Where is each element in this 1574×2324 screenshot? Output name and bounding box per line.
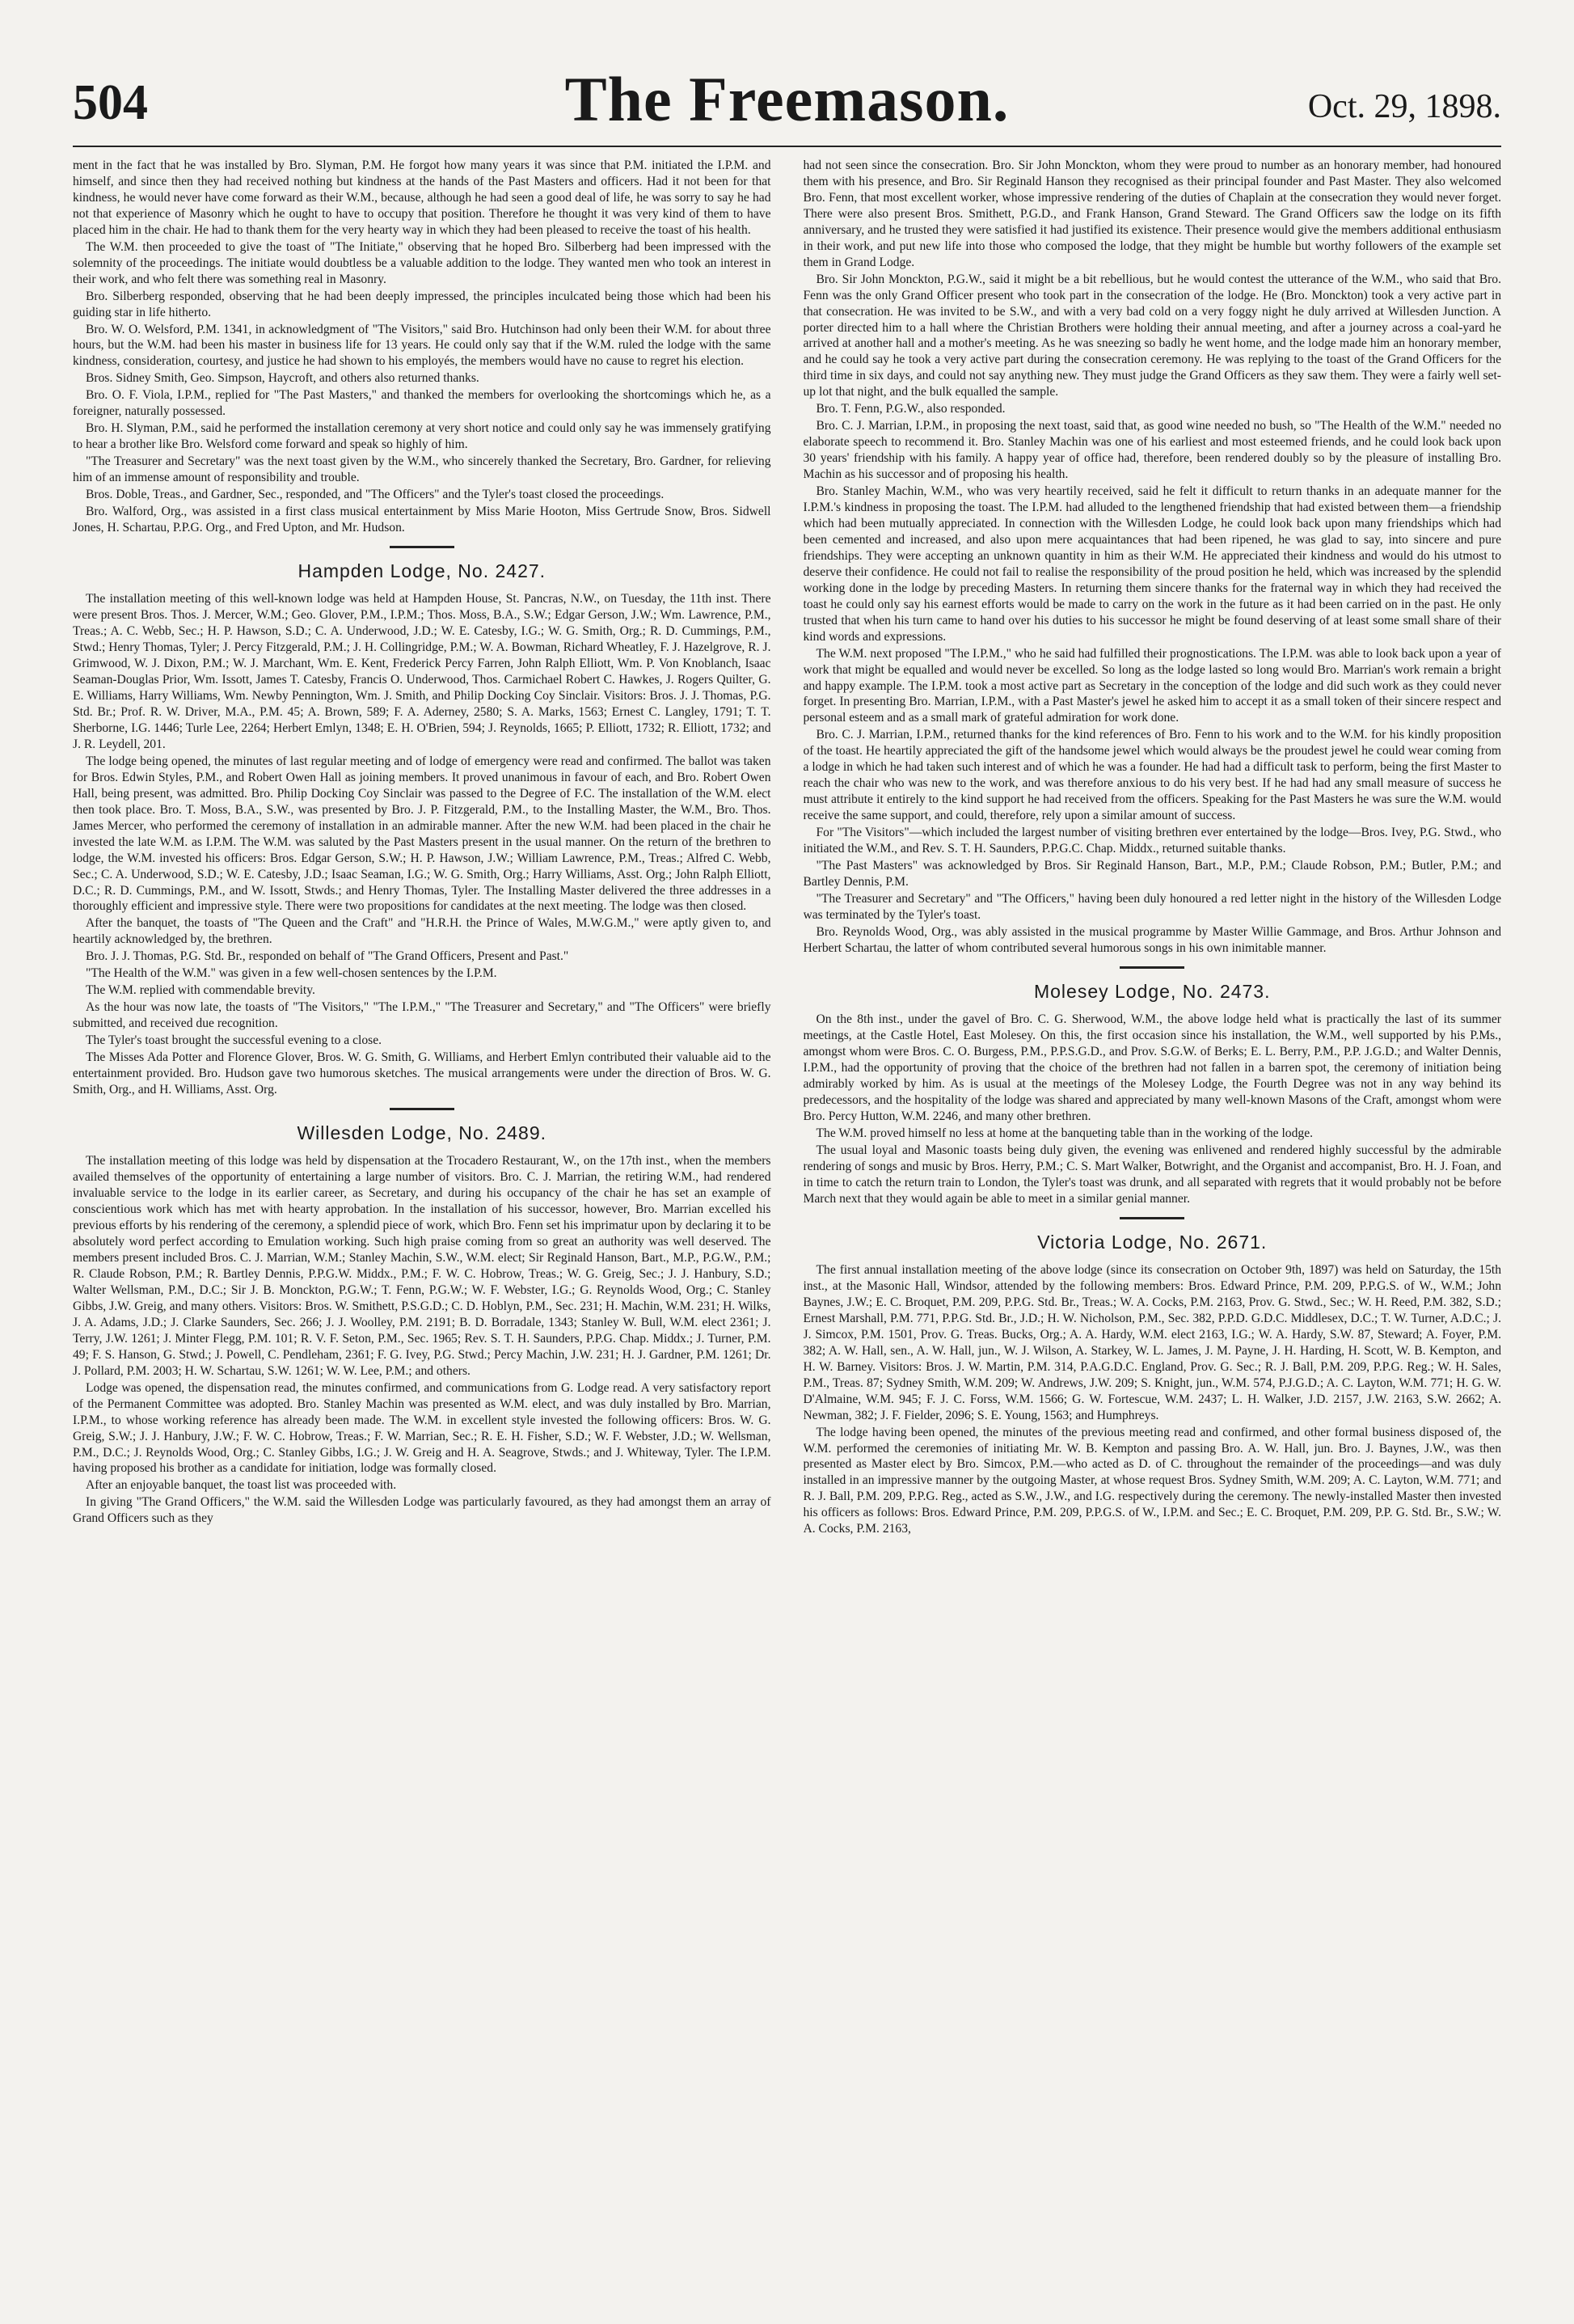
paragraph: Bro. C. J. Marrian, I.P.M., returned thanks for the kind references of Bro. Fenn to his work and to the W.M. for his kindly proposition of the toast. He heartily appreciated the gift of the handsome jewel which would always be the proudest jewel he could wear coming from a lodge in which he had taken such interest and of which he was a founder. He had had a difficult task to perform, being the first Master to reach the chair who was new to the work, and was therefore anxious to do his very best. If he had had any small measure of success he must attribute it entirely to the kind support he had received from the officers. Speaking for the Past Masters he was sure the W.M. would receive the same support, and could, therefore, rely upon a similar amount of success. [803, 728, 1501, 823]
paragraph: Bros. Doble, Treas., and Gardner, Sec., responded, and "The Officers" and the Tyler's toast closed the proceedings. [86, 488, 665, 502]
paragraph: ment in the fact that he was installed by Bro. Slyman, P.M. He forgot how many years it was since that P.M. initiated the I.P.M. and himself, and since then they had received nothing but kindness at the hands of the Past Masters and officers. Had it not been for that kindness, he would never have come forward as their W.M., because, although he had seen a good deal of life, he was sorry to say he had not that experience of Masonry which he ought to have to occupy that position. Therefore he thought it was very kind of them to have placed him in the chair. He had to thank them for the very hearty way in which they had been pleased to receive the toast of his health. [73, 158, 771, 237]
paragraph: Bro. Sir John Monckton, P.G.W., said it might be a bit rebellious, but he would contest the utterance of the W.M., who said that Bro. Fenn was the only Grand Officer present who took part in the consecration of the lodge. He (Bro. Monckton) took a very active part in that consecration. He was invited to be S.W., and with a very bad cold on a very foggy night he duly arrived at Willesden Junction. A porter directed him to a hall where the Christian Brothers were holding their annual meeting, and after a journey across a coal-yard he arrived at another hall and a mother's meeting. As he was sneezing so badly he went home, and the lodge made him an honorary member, and he could say he took a very active part during the consecration ceremony. He was replying to the toast of the Grand Officers for the third time in six days, and could not say anything new. They must judge the Grand Officers as they saw them. They were a fairly well set-up lot that night, and the bulk equalled the sample. [803, 272, 1501, 399]
paragraph: Bros. Sidney Smith, Geo. Simpson, Haycroft, and others also returned thanks. [86, 371, 479, 386]
paragraph: "The Treasurer and Secretary" was the next toast given by the W.M., who sincerely thanked the Secretary, Bro. Gardner, for relieving him of an immense amount of responsibility and trouble. [73, 454, 771, 485]
section-divider [390, 546, 454, 548]
paragraph: Bro. H. Slyman, P.M., said he performed the installation ceremony at very short notice and could only say he was immensely gratifying to hear a brother like Bro. Welsford come forward and speak so highly of him. [73, 421, 771, 452]
paragraph: Lodge was opened, the dispensation read, the minutes confirmed, and communications from G. Lodge read. A very satisfactory report of the Permanent Committee was adopted. Bro. Stanley Machin was presented as W.M. elect, and was duly installed by Bro. Marrian, I.P.M., to whose working reference has already been made. The W.M. in excellent style invested the following officers: Bros. W. G. Greig, S.W.; J. J. Hanbury, J.W.; F. W. C. Hobrow, Treas.; F. W. Marrian, Sec.; R. E. H. Fisher, S.D.; W. F. Webster, J.D.; W. Wellsman, P.M., D.C.; J. Reynolds Wood, Org.; C. Stanley Gibbs, I.G.; J. W. Greig and H. A. Seagrove, Stwds.; and J. Whiteway, Tyler. The I.P.M. having proposed his brother as a candidate for initiation, lodge was formally closed. [73, 1380, 771, 1476]
paragraph: Bro. C. J. Marrian, I.P.M., in proposing the next toast, said that, as good wine needed no bush, so "The Health of the W.M." needed no elaborate speech to recommend it. Bro. Stanley Machin was one of his earliest and most esteemed friends, and he could look back upon 30 years' friendship with his family. A happy year of office had, therefore, been rendered doubly so by the pleasure of installing Bro. Machin as his successor and of proposing his health. [803, 419, 1501, 482]
masthead [73, 57, 1501, 147]
paragraph: "The Health of the W.M." was given in a few well-chosen sentences by the I.P.M. [86, 966, 497, 981]
paragraph: Bro. W. O. Welsford, P.M. 1341, in acknowledgment of "The Visitors," said Bro. Hutchinson had only been their W.M. for about three hours, but the W.M. had been his master in business life for 13 years. He could only say that if the W.M. ruled the lodge with the same kindness, consideration, courtesy, and justice he had shown to his employés, the members would have no cause to regret his election. [73, 322, 771, 369]
paragraph: As the hour was now late, the toasts of "The Visitors," "The I.P.M.," "The Treasurer and Secretary," and "The Officers" were briefly submitted, and received due recognition. [73, 1000, 771, 1031]
paragraph: Bro. Stanley Machin, W.M., who was very heartily received, said he felt it difficult to return thanks in an adequate manner for the I.P.M.'s kindness in proposing the toast. The I.P.M. had alluded to the lengthened friendship that had existed between them—a friendship which had been mutually appreciated. In connection with the Willesden Lodge, he could look back upon many friendships which had been cemented and increased, and also upon mere acquaintances that had been ripened, he was glad to say, into sincere and pure friendships. They were accepting an unknown quantity in him as their W.M. He appreciated their kindness and would do his utmost to deserve their confidence. He could not fail to realise the responsibility of the proud position he held, which was increased by the splendid working done in the lodge by preceding Masters. In returning them sincere thanks for the fraternal way in which they had received the toast he could only say his earnest efforts would be made to carry on the work in the future as it had been carried on in the past. He only trusted that when his turn came to hand over his duties to his successor he might be found deserving of at least some small share of their kind words and expressions. [803, 484, 1501, 644]
page-number: 504 [73, 75, 148, 130]
paragraph: Bro. T. Fenn, P.G.W., also responded. [816, 402, 1006, 416]
paragraph: The first annual installation meeting of the above lodge (since its consecration on October 9th, 1897) was held on Saturday, the 15th inst., at the Masonic Hall, Windsor, attended by the following members: Bros. Edward Prince, P.M. 209, P.P.G.S. of W., W.M.; John Baynes, J.W.; E. C. Broquet, P.M. 209, P.P.G. Std. Br., Treas.; W. A. Cocks, P.M. 2163, Prov. G. Stwd., Sec.; W. H. Reed, P.M. 382, S.D.; Ernest Marshall, P.M. 771, P.P.G. Std. Br., J.D.; H. W. Nicholson, P.M., Sec. 382, P.P.D. G.D.C. Middlesex, D.C.; T. W. Turner, A.D.C.; J. J. Simcox, P.M. 1501, Prov. G. Treas. Bucks, Org.; A. A. Hardy, W.M. elect 2163, I.G.; W. A. Hardy, S.W. 87, Steward; A. Foyer, P.M. 382; A. W. Hall, sen., A. W. Hall, jun., W. J. Wilson, A. Starkey, W. L. James, J. M. Payne, J. H. Harding, H. Scott, W. B. Kempton, and H. W. Barney. Visitors: Bros. J. W. Martin, P.M. 314, P.A.G.D.C. England, Prov. G. Sec.; R. J. Ball, P.M. 209, P.P.G. Reg.; W. H. Sales, P.M., Treas. 87; Sydney Smith, W.M. 209; W. Andrews, J.W. 209; S. Knight, jun., W.M. 574, P.J.G.D.; A. C. Layton, W.M. 771; H. G. W. D'Almaine, W.M. 945; F. J. C. Forss, W.M. 1566; G. W. Fortescue, W.M. 2437; L. H. Walker, J.D. 2157, J.W. 2163, S.W. 2662; A. Newman, 382; J. F. Fielder, 2096; S. E. Young, 1563; and Humphreys. [803, 1263, 1501, 1422]
paragraph: The W.M. then proceeded to give the toast of "The Initiate," observing that he hoped Bro. Silberberg had been impressed with the solemnity of the proceedings. The initiate would doubtless be a valuable addition to the lodge. They wanted men who took an interest in their work, and who felt there was something real in Masonry. [73, 239, 771, 286]
paragraph: Bro. Reynolds Wood, Org., was ably assisted in the musical programme by Master Willie Gammage, and Bros. Arthur Johnson and Herbert Schartau, the latter of whom contributed several humorous songs in his own inimitable manner. [803, 924, 1501, 955]
section-divider [390, 1108, 454, 1110]
paragraph: The installation meeting of this well-known lodge was held at Hampden House, St. Pancras, N.W., on Tuesday, the 11th inst. There were present Bros. Thos. J. Mercer, W.M.; Geo. Glover, P.M., I.P.M.; Thos. Moss, B.A., S.W.; Edgar Gerson, J.W.; Wm. Lawrence, P.M., Treas.; A. C. Webb, Sec.; H. P. Hawson, S.D.; C. A. Underwood, J.D.; W. E. Catesby, I.G.; W. G. Smith, Org.; R. D. Cummings, P.M., Stwd.; Henry Thomas, Tyler; J. Percy Fitzgerald, P.M.; J. H. Collingridge, P.M.; W. A. Bowman, Richard Wheatley, F. J. Hazelgrove, R. J. Grimwood, W. J. Dixon, P.M.; W. J. Marchant, Wm. E. Kent, Frederick Percy Farren, John Ralph Elliott, Wm. P. Von Knoblanch, Isaac Seaman-Douglas Prior, Wm. Issott, James T. Catesby, Francis O. Underwood, Thos. Carmichael Robert C. Hawkes, J. Rogers Quilter, G. E. Williams, Harry Williams, Wm. Newby Pennington, Wm. J. Smith, and Philip Docking Coy Sinclair. Visitors: Bros. J. J. Thomas, P.G. Std. Br.; Prof. R. W. Driver, M.A., P.M. 45; A. Brown, 589; F. A. Aderney, 2580; S. A. Marks, 1563; Ernest C. Langley, 1791; T. T. Sherborne, I.G. 1446; Turle Lee, 2264; Herbert Emlyn, 1348; E. H. O'Brien, 594; J. Reynolds, 1665; P. Elliott, 1732; R. Elliott, 1732; and J. R. Leydell, 201. [73, 592, 771, 751]
paragraph: Bro. Silberberg responded, observing that he had been deeply impressed, the principles inculcated being those which had been his guiding star in life hitherto. [73, 289, 771, 319]
section-heading-hampden: Hampden Lodge, No. 2427. [297, 560, 546, 581]
section-divider [1120, 966, 1184, 969]
paragraph: After the banquet, the toasts of "The Queen and the Craft" and "H.R.H. the Prince of Wales, M.W.G.M.," were aptly given to, and heartily acknowledged by, the brethren. [73, 916, 771, 947]
section-heading-molesey: Molesey Lodge, No. 2473. [1033, 980, 1271, 1002]
paragraph: For "The Visitors"—which included the largest number of visiting brethren ever entertained by the lodge—Bros. Ivey, P.G. Stwd., who initiated the W.M., and Rev. S. T. H. Saunders, P.P.G.C. Chap. Middx., returned suitable thanks. [803, 826, 1501, 856]
paragraph: "The Treasurer and Secretary" and "The Officers," having been duly honoured a red letter night in the history of the Willesden Lodge was terminated by the Tyler's toast. [803, 891, 1501, 922]
paragraph: The W.M. proved himself no less at home at the banqueting table than in the working of the lodge. [816, 1126, 1314, 1140]
paragraph: The W.M. next proposed "The I.P.M.," who he said had fulfilled their prognostications. The I.P.M. was able to look back upon a year of work that might be equalled and would never be excelled. So long as the lodge lasted so long would Bro. Marrian's work remain a bright and happy example. The I.P.M. took a most active part as Secretary in the conception of the lodge and did such work as they could never forget. In presenting Bro. Marrian, I.P.M., with a Past Master's jewel he asked him to accept it as a small token of their sincere respect and personal esteem and as a small mark of grateful admiration for work done. [803, 646, 1501, 725]
section-heading-victoria: Victoria Lodge, No. 2671. [1037, 1231, 1268, 1253]
paragraph: The usual loyal and Masonic toasts being duly given, the evening was enlivened and rendered highly successful by the admirable rendering of songs and music by Bros. Herry, P.M.; C. S. Mart Walker, Botwright, and the Organist and accompanist, Bro. H. J. Foan, and in time to catch the return train to London, the Tyler's toast was drunk, and all separated with regrets that it would probably not be before March next that they would again be able to meet in a similar genial manner. [803, 1143, 1501, 1206]
paragraph: In giving "The Grand Officers," the W.M. said the Willesden Lodge was particularly favoured, as they had amongst them an array of Grand Officers such as they [73, 1495, 771, 1526]
paragraph: On the 8th inst., under the gavel of Bro. C. G. Sherwood, W.M., the above lodge held what is practically the last of its summer meetings, at the Castle Hotel, East Molesey. On this, the first occasion since his installation, the W.M., well supported by his P.Ms., amongst whom were Bros. C. O. Burgess, P.M., P.P.S.G.D., and Prov. S.G.W. of Berks; E. L. Berry, P.M., P.P. J.G.D.; and Walter Dennis, I.P.M., had the opportunity of proving that the choice of the brethren had not fallen in a barren spot, the ceremony of initiation being admirably worked by him. As is usual at the meetings of the Molesey Lodge, the Fourth Degree was not in any way behind its predecessors, and the hospitality of the lodge was shared and appreciated by many well-known Masons of the Craft, amongst whom were Bro. Percy Hutton, W.M. 2246, and many other brethren. [803, 1012, 1501, 1123]
paragraph: Bro. O. F. Viola, I.P.M., replied for "The Past Masters," and thanked the members for overlooking the shortcomings which he, as a foreigner, naturally possessed. [73, 388, 771, 419]
paragraph: The Tyler's toast brought the successful evening to a close. [86, 1033, 382, 1048]
section-heading-willesden: Willesden Lodge, No. 2489. [297, 1122, 547, 1143]
section-divider [1120, 1217, 1184, 1219]
paragraph: Bro. J. J. Thomas, P.G. Std. Br., responded on behalf of "The Grand Officers, Present and Past." [86, 949, 569, 964]
paragraph: The Misses Ada Potter and Florence Glover, Bros. W. G. Smith, G. Williams, and Herbert Emlyn contributed their valuable aid to the entertainment provided. Bro. Hudson gave two humorous sketches. The musical arrangements were under the direction of Bros. W. G. Smith, Org., and H. Williams, Asst. Org. [73, 1050, 771, 1097]
paragraph: The lodge being opened, the minutes of last regular meeting and of lodge of emergency were read and confirmed. The ballot was taken for Bros. Edwin Styles, P.M., and Robert Owen Hall as joining members. It proved unanimous in favour of each, and Bro. Robert Owen Hall, being present, was admitted. Bro. Philip Docking Coy Sinclair was passed to the Degree of F.C. The installation of the W.M. elect then took place. Bro. T. Moss, B.A., S.W., was presented by Bro. J. P. Fitzgerald, P.M., to the Installing Master, the W.M., Bro. Thos. James Mercer, who performed the ceremony of installation in an admirable manner. After the new W.M. had been placed in the chair he invested the late W.M. as I.P.M. The W.M. was saluted by the Past Masters present in the usual manner. On the return of the brethren to lodge, the W.M. invested his officers: Bros. Edgar Gerson, S.W.; H. P. Hawson, J.W.; William Lawrence, P.M., Treas.; Alfred C. Webb, Sec.; C. A. Underwood, S.D.; W. E. Catesby, J.D.; Isaac Seaman, I.G.; W. G. Smith, Org.; Harry Williams, Asst. Org.; John Ralph Elliott, D.C.; R. D. Cummings, P.M., and W. Issott, Stwds.; and Henry Thomas, Tyler. The Installing Master delivered the three addresses in a thoroughly efficient and impressive style. There were two propositions for candidates at the next meeting. The lodge was then closed. [73, 754, 771, 914]
article-columns [73, 158, 1501, 2292]
paragraph: had not seen since the consecration. Bro. Sir John Monckton, whom they were proud to number as an honorary member, had honoured them with his presence, and Bro. Sir Reginald Hanson they recognised as their principal founder and Past Master. They also welcomed Bro. Fenn, that most excellent worker, whose impressive rendering of the duties of Chaplain at the consecration they would never forget. There were also present Bros. Smithett, P.G.D., and Frank Hanson, Grand Steward. The Grand Officers saw the lodge on its fifth anniversary, and he trusted they were satisfied it had justified its existence. Their presence would give the members additional enthusiasm in their work, and put new life into those who composed the lodge, that they might be humble but worthy followers of the example set them in Grand Lodge. [803, 158, 1501, 269]
paragraph: "The Past Masters" was acknowledged by Bros. Sir Reginald Hanson, Bart., M.P., P.M.; Claude Robson, P.M.; Butler, P.M.; and Bartley Dennis, P.M. [803, 858, 1501, 889]
right-column [804, 158, 1502, 2292]
issue-date: Oct. 29, 1898. [1307, 88, 1501, 125]
paragraph: After an enjoyable banquet, the toast list was proceeded with. [86, 1478, 397, 1493]
paragraph: The W.M. replied with commendable brevity. [86, 983, 315, 998]
left-column [73, 158, 771, 2292]
paragraph: Bro. Walford, Org., was assisted in a first class musical entertainment by Miss Marie Hooton, Miss Gertrude Snow, Bros. Sidwell Jones, H. Schartau, P.P.G. Org., and Fred Upton, and Mr. Hudson. [73, 505, 771, 535]
paragraph: The installation meeting of this lodge was held by dispensation at the Trocadero Restaurant, W., on the 17th inst., when the members availed themselves of the opportunity of entertaining a large number of visitors. Bro. C. J. Marrian, the retiring W.M., had rendered invaluable service to the lodge in its earlier career, as Secretary, and during his occupancy of the chair he has set an example of conscientious work which has met with hearty approbation. In the installation of his successor, however, Bro. Marrian excelled his previous efforts by his rendering of the ceremony, a splendid piece of work, which Bro. Fenn set his imprimatur upon by declaring it to be absolutely word perfect according to Emulation working. Such high praise coming from so great an authority was well deserved. The members present included Bros. C. J. Marrian, W.M.; Stanley Machin, S.W., W.M. elect; Sir Reginald Hanson, Bart., M.P., P.G.W., P.M.; R. Claude Robson, P.M.; R. Bartley Dennis, P.P.G.W. Middx., P.M.; F. W. C. Hobrow, Treas.; W. G. Greig, Sec.; J. J. Hanbury, S.D.; Walter Wellsman, P.M., D.C.; Sir J. B. Monckton, P.G.W.; T. Fenn, P.G.W.; W. F. Webster, I.G.; G. Reynolds Wood, Org.; C. Stanley Gibbs, J.W. Greig, and many others. Visitors: Bros. W. Smithett, P.S.G.D.; C. D. Hoblyn, P.M., Sec. 231; H. Machin, W.M. 231; H. Wilks, J. A. Adams, J.D.; J. Clarke Saunders, Sec. 266; J. J. Woolley, P.M. 2191; B. D. Borradale, 1343; Stanley W. Bull, W.M. elect 2361; J. Terry, J.W. 1261; J. Minter Flegg, P.M. 101; R. V. F. Seton, P.M., Sec. 1965; Rev. S. T. H. Saunders, P.P.G. Chap. Middx.; J. Turner, P.M. 49; F. S. Hanson, G. Stwd.; J. Powell, C. Pendleham, 2361; F. G. Ivey, P.G. Stwd.; Percy Machin, J.W. 231; H. J. Gardner, P.M. 1261; Dr. J. Pollard, P.M. 2003; H. W. Schartau, S.W. 1261; W. W. Lee, P.M.; and others. [73, 1154, 771, 1378]
newspaper-title: The Freemason. [564, 64, 1010, 134]
paragraph: The lodge having been opened, the minutes of the previous meeting read and confirmed, and other formal business disposed of, the W.M. performed the ceremonies of initiating Mr. W. B. Kempton and passing Bro. A. W. Hall, jun. Bro. J. Baynes, J.W., was then presented as Master elect by Bro. Simcox, P.M.—who acted as D. of C. throughout the remainder of the proceedings—and was duly installed in an impressive manner by the outgoing Master, at whose request Bros. Sydney Smith, W.M. 209; A. C. Layton, W.M. 771; and R. J. Ball, P.M. 209, P.P.G. Reg., acted as S.W., J.W., and I.G. respectively during the ceremony. The newly-installed Master then invested his officers as follows: Bros. Edward Prince, P.M. 209, P.P.G.S. of W., I.P.M. and Sec.; E. C. Broquet, P.M. 209, P.P. G. Std. Br., S.W.; W. A. Cocks, P.M. 2163, [803, 1425, 1501, 1536]
